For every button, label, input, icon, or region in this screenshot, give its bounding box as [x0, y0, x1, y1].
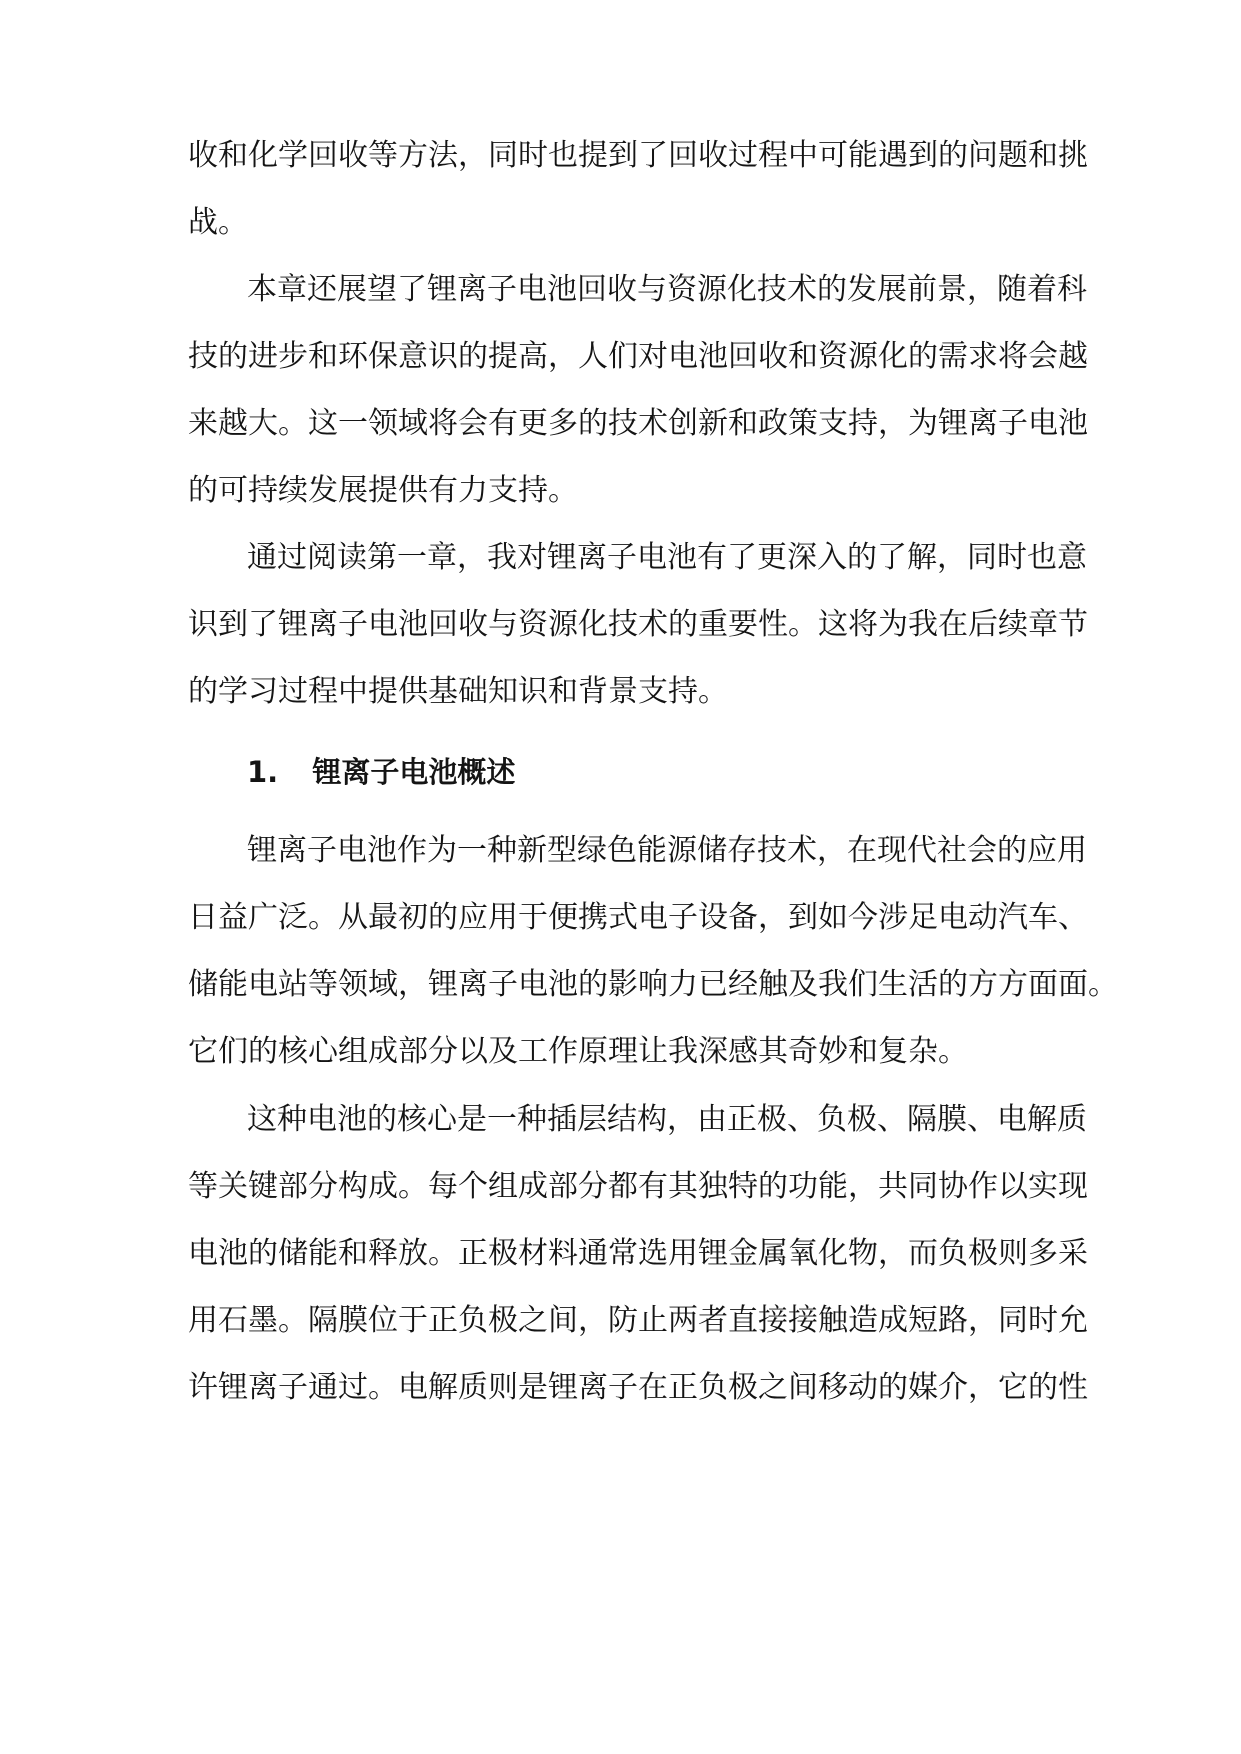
text-line: 电池的储能和释放。正极材料通常选用锂金属氧化物，而负极则多采 — [188, 1236, 1088, 1271]
section-number: 1. — [247, 755, 279, 789]
text-line: 收和化学回收等方法，同时也提到了回收过程中可能遇到的问题和挑 — [188, 138, 1088, 173]
text-line: 的可持续发展提供有力支持。 — [188, 473, 578, 508]
text-line: 它们的核心组成部分以及工作原理让我深感其奇妙和复杂。 — [188, 1034, 968, 1069]
text-line: 锂离子电池作为一种新型绿色能源储存技术，在现代社会的应用 — [247, 833, 1087, 868]
text-line: 许锂离子通过。电解质则是锂离子在正负极之间移动的媒介，它的性 — [188, 1370, 1088, 1405]
text-line: 等关键部分构成。每个组成部分都有其独特的功能，共同协作以实现 — [188, 1169, 1088, 1204]
text-line: 来越大。这一领域将会有更多的技术创新和政策支持，为锂离子电池 — [188, 406, 1088, 441]
text-line: 日益广泛。从最初的应用于便携式电子设备，到如今涉足电动汽车、 — [188, 900, 1088, 935]
text-line: 的学习过程中提供基础知识和背景支持。 — [188, 674, 728, 709]
text-line: 通过阅读第一章，我对锂离子电池有了更深入的了解，同时也意 — [247, 540, 1087, 575]
text-line: 战。 — [188, 205, 248, 240]
section-heading — [247, 752, 515, 792]
text-line: 储能电站等领域，锂离子电池的影响力已经触及我们生活的方方面面。 — [188, 967, 1118, 1002]
text-line: 识到了锂离子电池回收与资源化技术的重要性。这将为我在后续章节 — [188, 607, 1088, 642]
section-title: 锂离子电池概述 — [312, 755, 516, 789]
text-line: 技的进步和环保意识的提高，人们对电池回收和资源化的需求将会越 — [188, 339, 1088, 374]
text-line: 用石墨。隔膜位于正负极之间，防止两者直接接触造成短路，同时允 — [188, 1303, 1088, 1338]
text-line: 本章还展望了锂离子电池回收与资源化技术的发展前景，随着科 — [247, 272, 1087, 307]
text-line: 这种电池的核心是一种插层结构，由正极、负极、隔膜、电解质 — [247, 1102, 1087, 1137]
